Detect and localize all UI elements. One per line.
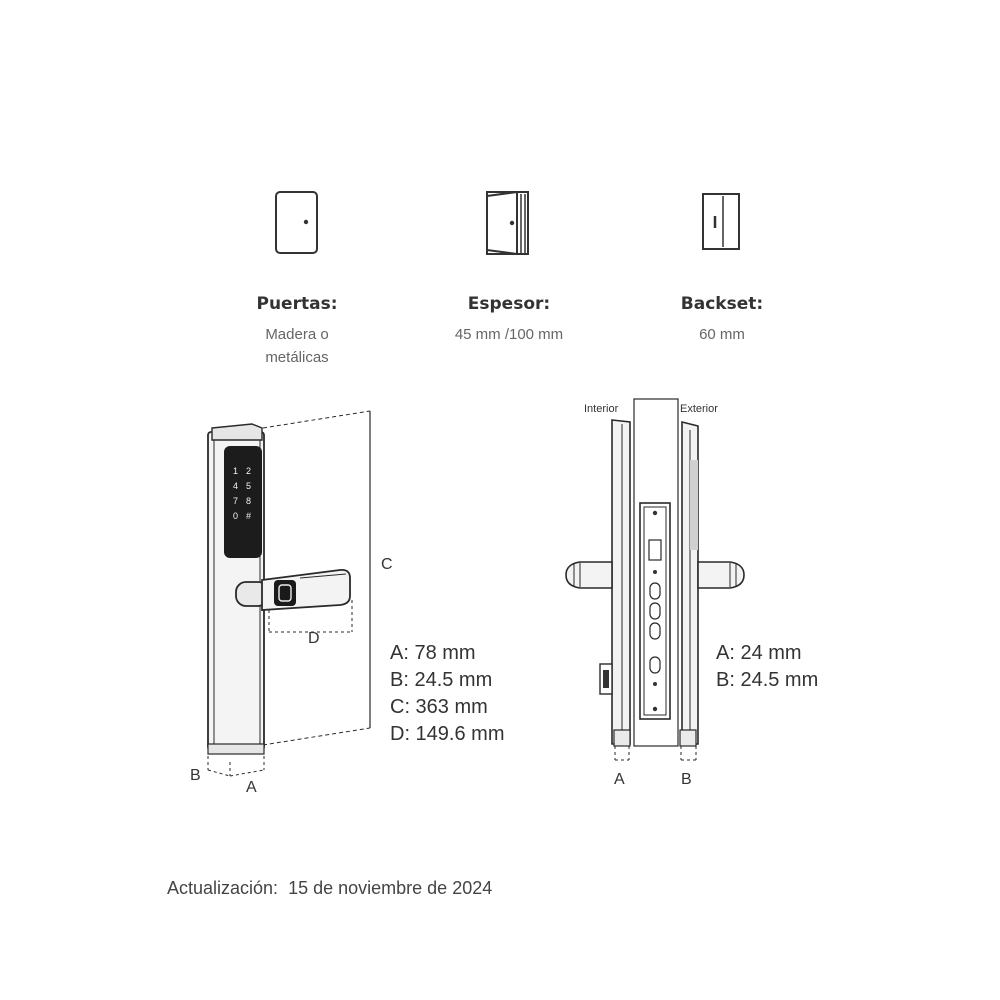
spec-backset-value: 60 mm (699, 326, 745, 343)
spec-espesor-value: 45 mm /100 mm (454, 326, 564, 343)
svg-text:#: # (246, 511, 252, 521)
label-left-a: A (246, 779, 257, 796)
dimension-d: D: 149.6 mm (390, 723, 505, 745)
spec-backset-title: Backset: (680, 294, 764, 314)
dimension-ab-guides (208, 756, 264, 776)
label-left-c: C (381, 556, 393, 573)
spec-espesor-title: Espesor: (467, 294, 551, 314)
dimension-a: A: 24 mm (716, 642, 802, 664)
label-right-a: A (614, 771, 625, 788)
dimension-c: C: 363 mm (390, 696, 488, 718)
dimension-ab-guides-right (615, 746, 696, 760)
svg-text:0: 0 (233, 511, 239, 521)
svg-text:1: 1 (233, 466, 239, 476)
svg-text:2: 2 (246, 466, 252, 476)
svg-text:8: 8 (246, 496, 252, 506)
interior-escutcheon (612, 420, 630, 744)
label-exterior: Exterior (680, 403, 718, 415)
spec-puertas-value: Madera o metálicas (265, 326, 329, 366)
label-right-b: B (681, 771, 692, 788)
update-label: Actualización: (167, 878, 279, 898)
lock-front-view (208, 411, 370, 776)
dimension-b: B: 24.5 mm (390, 669, 493, 691)
label-left-b: B (190, 767, 201, 784)
svg-text:5: 5 (246, 481, 252, 491)
dimension-a: A: 78 mm (390, 642, 476, 664)
exterior-handle (698, 562, 744, 588)
keypad-panel (224, 446, 262, 558)
svg-text:7: 7 (233, 496, 239, 506)
dimensions-left (390, 640, 504, 748)
label-left-d: D (308, 630, 320, 647)
update-date: 15 de noviembre de 2024 (288, 878, 493, 898)
interior-handle (566, 562, 612, 588)
dimension-b: B: 24.5 mm (716, 669, 819, 691)
dimensions-right (716, 640, 818, 694)
update-note (167, 878, 492, 899)
spec-puertas-title: Puertas: (256, 294, 338, 314)
lock-side-view (566, 399, 744, 760)
label-interior: Interior (584, 403, 619, 415)
svg-text:4: 4 (233, 481, 239, 491)
